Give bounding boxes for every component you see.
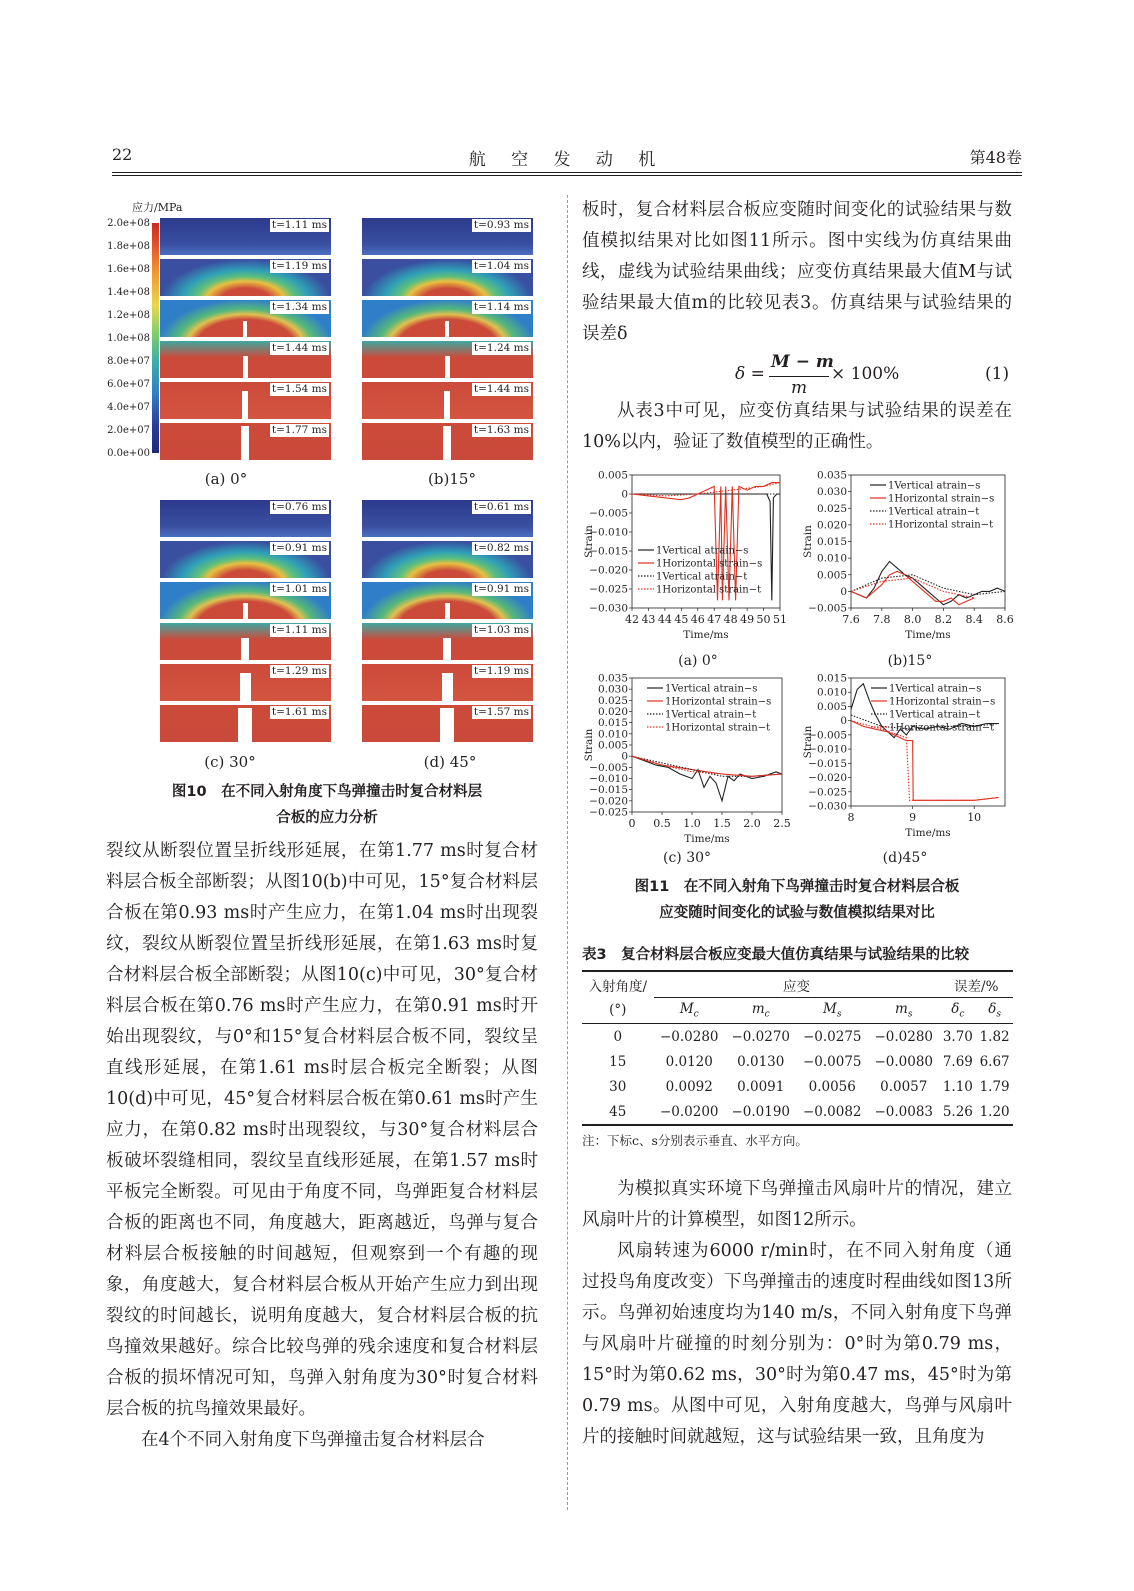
time-label: t=1.29 ms [271, 665, 327, 677]
x-tick-label: 2.0 [743, 817, 761, 830]
x-tick-label: 51 [773, 613, 787, 626]
y-tick-label: 0.020 [816, 519, 847, 532]
stress-frame [160, 582, 331, 619]
stress-frame [362, 382, 533, 419]
table-subhead: $m_s$ [868, 998, 940, 1024]
colorbar-tick-label: 1.8e+08 [107, 241, 150, 252]
stress-frame [362, 623, 533, 660]
table-cell: 5.26 [940, 1099, 977, 1125]
stress-frame [160, 664, 331, 701]
left-paragraph-1: 裂纹从断裂位置呈折线形延展，在第1.77 ms时复合材料层合板全部断裂；从图10(b)中可见，15°复合材料层合板在第0.93 ms时产生应力，在第1.04 ms时出现裂纹，裂纹从断裂位置呈折线形延展，在第1.63 ms时复合材料层合板全部断裂；从图10(c)中可见，30°复合材料层合板在第0.76 ms时产生应力，在第0.91 ms时开始出现裂纹，与0°和15°复合材料层合板不同，裂纹呈直线形延展，在第1.61 ms时层合板完全断裂；从图10(d)中可见，45°复合材料层合板在第0.61 ms时产生应力，在第0.82 ms时出现裂纹，与30°复合材料层合板破坏裂缝相同，裂纹呈直线形延展，在第1.57 ms时平板完全断裂。可见由于角度不同，鸟弹距复合材料层合板的距离也不同，角度越大，距离越近，鸟弹与复合材料层合板接触的时间越短，但观察到一个有趣的现象，角度越大，复合材料层合板从开始产生应力到出现裂纹的时间越长，说明角度越大，复合材料层合板的抗鸟撞效果越好。综合比较鸟弹的残余速度和复合材料层合板的损坏情况可知，鸟弹入射角度为30°时复合材料层合板的抗鸟撞效果最好。 [106, 841, 538, 1419]
y-tick-label: 0 [840, 715, 847, 728]
time-label: t=1.04 ms [473, 260, 529, 272]
table-head-angle: 入射角度/ [582, 971, 654, 998]
fig10-caption-line2: 合板的应力分析 [276, 810, 378, 826]
crack [243, 321, 247, 337]
y-tick-label: −0.005 [808, 729, 847, 742]
y-tick-label: −0.005 [589, 761, 628, 774]
legend-label: 1Horizontal strain−t [656, 584, 762, 596]
y-tick-label: −0.005 [589, 507, 628, 520]
right-paragraph-1: 板时，复合材料层合板应变随时间变化的试验结果与数值模拟结果对比如图11所示。图中实线为仿真结果曲线，虚线为试验结果曲线；应变仿真结果最大值M与试验结果最大值m的比较见表3。仿真结果与试验结果的误差δ [582, 200, 1012, 344]
time-label: t=1.24 ms [473, 342, 529, 354]
x-tick-label: 42 [625, 613, 639, 626]
time-label: t=1.19 ms [473, 665, 529, 677]
colorbar-tick-label: 6.0e+07 [107, 379, 150, 390]
stress-frame [160, 423, 331, 460]
table-head-angle-unit: (°) [582, 998, 654, 1024]
x-tick-label: 47 [707, 613, 722, 626]
x-tick-label: 2.5 [773, 817, 791, 830]
table3-note: 注：下标c、s分别表示垂直、水平方向。 [582, 1133, 808, 1148]
table-subhead: $M_c$ [654, 998, 726, 1024]
time-label: t=1.34 ms [271, 301, 327, 313]
time-label: t=0.82 ms [473, 542, 529, 554]
x-tick-label: 44 [657, 613, 672, 626]
table-cell: −0.0082 [797, 1099, 869, 1125]
stress-frame [362, 218, 533, 255]
stress-frame [160, 259, 331, 296]
stress-frame [362, 582, 533, 619]
y-tick-label: 0.005 [597, 469, 628, 482]
stress-frame [362, 541, 533, 578]
fig11-caption-line2: 应变随时间变化的试验与数值模拟结果对比 [659, 905, 935, 921]
equation-lhs: δ = [735, 364, 765, 384]
x-tick-label: 8.6 [996, 613, 1014, 626]
x-tick-label: 8.0 [903, 613, 922, 626]
series-line [851, 571, 974, 604]
colorbar-tick-label: 8.0e+07 [107, 356, 150, 367]
table-cell: 0.0056 [808, 1078, 856, 1095]
time-label: t=1.44 ms [271, 342, 327, 354]
table-cell: 15 [609, 1053, 627, 1070]
header-rule [112, 172, 1022, 173]
stress-frame [362, 259, 533, 296]
y-tick-label: 0.015 [597, 717, 628, 730]
y-tick-label: 0.010 [816, 552, 847, 565]
table-cell: 0.0092 [665, 1078, 713, 1095]
y-tick-label: −0.025 [808, 786, 847, 799]
table3 [582, 970, 1013, 1126]
running-header [112, 145, 1022, 171]
x-tick-label: 43 [641, 613, 656, 626]
legend-label: 1Vertical atrain−s [656, 545, 749, 557]
crack [440, 708, 454, 742]
table-cell: 1.10 [942, 1078, 973, 1095]
y-axis-label: Strain [802, 525, 814, 558]
crack [443, 638, 451, 660]
table-cell: 1.82 [979, 1028, 1010, 1045]
x-tick-label: 7.6 [842, 613, 860, 626]
table-cell: 1.79 [979, 1078, 1010, 1095]
y-tick-label: 0.015 [816, 536, 847, 548]
table-row [582, 1099, 1013, 1125]
table-subhead: $M_s$ [797, 998, 869, 1024]
stress-colorbar [152, 223, 159, 453]
legend-label: 1Vertical atrain−t [889, 709, 981, 721]
time-label: t=0.91 ms [473, 583, 529, 595]
series-line [632, 756, 782, 776]
subfigure-label: (c) 30° [662, 850, 712, 866]
colorbar-tick-label: 0.0e+00 [107, 448, 150, 459]
time-label: t=1.63 ms [473, 424, 529, 436]
x-tick-label: 0.5 [653, 817, 671, 830]
y-axis-label: Strain [583, 525, 595, 558]
y-tick-label: 0.035 [597, 672, 628, 685]
equation-number: (1) [985, 364, 1010, 384]
y-tick-label: 0 [840, 585, 847, 598]
y-tick-label: 0.015 [816, 672, 847, 685]
fig10-colorbar-title: 应力/MPa [132, 201, 183, 214]
table-cell: −0.0080 [874, 1053, 934, 1070]
x-axis-label: Time/ms [905, 827, 951, 839]
table-cell: 30 [609, 1078, 627, 1095]
colorbar-tick-label: 1.2e+08 [107, 310, 150, 321]
y-tick-label: 0 [621, 488, 628, 501]
y-tick-label: 0.025 [597, 694, 628, 707]
table-cell: 45 [582, 1099, 654, 1125]
table-cell: 0 [613, 1028, 623, 1045]
table-cell: −0.0280 [659, 1028, 719, 1045]
table-cell: −0.0280 [874, 1028, 934, 1045]
journal-title: 航 空 发 动 机 [468, 150, 666, 170]
legend-label: 1Vertical atrain−s [888, 480, 981, 492]
legend-label: 1Vertical atrain−t [656, 571, 748, 583]
stress-frame [362, 341, 533, 378]
right-paragraph-2: 从表3中可见，应变仿真结果与试验结果的误差在10%以内，验证了数值模型的正确性。 [582, 401, 1012, 452]
y-tick-label: 0.005 [597, 739, 628, 752]
stress-frame [362, 300, 533, 337]
table-head-strain: 应变 [654, 971, 940, 998]
x-axis-label: Time/ms [905, 629, 951, 641]
y-tick-label: −0.010 [589, 773, 628, 785]
table-row [582, 1049, 1013, 1074]
x-axis-label: Time/ms [683, 629, 729, 641]
left-body [106, 836, 538, 1456]
time-label: t=1.61 ms [271, 706, 327, 718]
crack [442, 673, 453, 701]
fig10-sub-b: (b)15° [428, 470, 476, 488]
legend-label: 1Horizontal strain−t [665, 722, 771, 734]
time-label: t=1.77 ms [271, 424, 327, 436]
table-cell: 1.20 [976, 1099, 1013, 1125]
x-tick-label: 46 [690, 613, 705, 626]
stress-frame [160, 218, 331, 255]
time-label: t=1.19 ms [271, 260, 327, 272]
table-head-error: 误差/% [940, 971, 1014, 998]
colorbar-tick-label: 1.4e+08 [107, 287, 150, 298]
x-tick-label: 49 [740, 613, 755, 626]
page-number: 22 [112, 145, 133, 164]
table-row [582, 1074, 1013, 1099]
stress-frame [362, 705, 533, 742]
right-body-3 [582, 1174, 1012, 1453]
y-tick-label: −0.030 [589, 602, 628, 615]
fig11-charts [575, 460, 1025, 880]
legend-label: 1Horizontal strain−s [665, 696, 772, 708]
y-tick-label: 0.030 [816, 486, 847, 499]
y-tick-label: 0.010 [816, 686, 847, 699]
right-paragraph-3: 为模拟真实环境下鸟弹撞击风扇叶片的情况，建立风扇叶片的计算模型，如图12所示。 [582, 1179, 1012, 1230]
crack [243, 603, 248, 619]
volume-number: 第48卷 [969, 148, 1022, 167]
stress-frame [362, 664, 533, 701]
x-tick-label: 7.8 [873, 613, 891, 626]
time-label: t=1.54 ms [271, 383, 327, 395]
x-tick-label: 48 [723, 613, 738, 626]
table-cell: −0.0083 [868, 1099, 940, 1125]
time-label: t=1.44 ms [473, 383, 529, 395]
fig10-sub-d: (d) 45° [423, 753, 477, 771]
colorbar-tick-label: 4.0e+07 [107, 402, 150, 413]
time-label: t=0.61 ms [473, 501, 529, 513]
y-tick-label: 0.025 [816, 502, 847, 515]
y-tick-label: −0.030 [808, 800, 847, 813]
right-body-2 [582, 396, 1012, 458]
colorbar-tick-label: 1.6e+08 [107, 264, 150, 275]
stress-frame [160, 300, 331, 337]
equation-fraction-bar [769, 376, 829, 377]
time-label: t=0.91 ms [271, 542, 327, 554]
legend-label: 1Horizontal strain−s [889, 696, 996, 708]
fig10-caption [112, 779, 542, 831]
subfigure-label: (b)15° [887, 653, 933, 669]
crack [240, 673, 251, 701]
stress-frame [160, 382, 331, 419]
x-tick-label: 8 [847, 811, 855, 824]
right-body-1 [582, 195, 1012, 350]
stress-frame [362, 423, 533, 460]
crack [242, 391, 249, 419]
subfigure-label: (d)45° [882, 850, 928, 866]
crack [443, 426, 451, 460]
x-tick-label: 50 [756, 613, 771, 626]
time-label: t=1.57 ms [473, 706, 529, 718]
stress-frame [160, 623, 331, 660]
table-cell: 0.0057 [880, 1078, 928, 1095]
column-divider [567, 195, 568, 1510]
x-tick-label: 8.2 [934, 613, 953, 626]
header-rule-2 [112, 175, 1022, 176]
x-tick-label: 45 [674, 613, 689, 626]
table3-title: 表3 复合材料层合板应变最大值仿真结果与试验结果的比较 [582, 947, 970, 963]
legend-label: 1Vertical atrain−s [665, 683, 758, 695]
legend-label: 1Vertical atrain−t [888, 506, 980, 518]
subfigure-label: (a) 0° [678, 653, 718, 669]
time-label: t=1.11 ms [271, 624, 327, 636]
legend-label: 1Horizontal strain−t [888, 519, 994, 531]
y-tick-label: −0.010 [589, 526, 628, 539]
y-tick-label: 0.005 [816, 569, 847, 582]
table-cell: 7.69 [942, 1053, 973, 1070]
table-cell: 6.67 [979, 1053, 1010, 1070]
x-tick-label: 10 [967, 811, 982, 824]
time-label: t=0.93 ms [473, 219, 529, 231]
stress-frame [160, 500, 331, 537]
y-tick-label: 0.035 [816, 469, 847, 482]
x-tick-label: 0 [628, 817, 636, 830]
stress-panel [160, 500, 331, 746]
legend-label: 1Vertical atrain−s [889, 683, 982, 695]
fig10-sub-a: (a) 0° [204, 470, 248, 488]
crack [445, 356, 450, 378]
legend-label: 1Horizontal strain−s [888, 493, 995, 505]
table3-body [582, 1024, 1013, 1126]
y-tick-label: −0.015 [589, 545, 628, 558]
table-cell: −0.0270 [731, 1028, 791, 1045]
table-cell: −0.0190 [725, 1099, 797, 1125]
y-tick-label: 0.010 [597, 728, 628, 741]
fig10-caption-line1: 图10 在不同入射角度下鸟弹撞击时复合材料层 [171, 784, 483, 800]
table-cell: −0.0200 [654, 1099, 726, 1125]
table-subhead: $\delta_c$ [940, 998, 977, 1024]
equation-denominator: m [790, 378, 808, 398]
legend-label: 1Horizontal strain−t [889, 722, 995, 734]
x-tick-label: 9 [909, 811, 917, 824]
y-tick-label: −0.005 [808, 602, 847, 615]
y-axis-label: Strain [583, 728, 595, 762]
legend-label: 1Vertical atrain−t [665, 709, 757, 721]
colorbar-tick-label: 1.0e+08 [107, 333, 150, 344]
x-axis-label: Time/ms [684, 833, 730, 845]
fig11-caption [582, 874, 1012, 926]
colorbar-tick-label: 2.0e+07 [107, 425, 150, 436]
table-cell: 0.0091 [737, 1078, 785, 1095]
crack [241, 426, 249, 460]
y-tick-label: 0.005 [816, 700, 847, 713]
stress-frame [160, 541, 331, 578]
colorbar-tick-label: 2.0e+08 [107, 218, 150, 229]
y-tick-label: −0.015 [808, 757, 847, 770]
crack [444, 391, 451, 419]
time-label: t=0.76 ms [271, 501, 327, 513]
y-tick-label: 0.030 [597, 683, 628, 696]
stress-frame [160, 341, 331, 378]
table-cell: −0.0275 [802, 1028, 862, 1045]
crack [445, 603, 450, 619]
table-row [582, 1024, 1013, 1050]
time-label: t=1.03 ms [473, 624, 529, 636]
y-tick-label: −0.015 [589, 784, 628, 797]
series-line [632, 756, 782, 776]
stress-panel [160, 218, 331, 464]
y-tick-label: −0.025 [589, 806, 628, 819]
series-line [632, 756, 782, 776]
crack [445, 321, 449, 337]
stress-panel [362, 218, 533, 464]
legend-label: 1Horizontal strain−s [656, 558, 763, 570]
y-tick-label: −0.020 [589, 564, 628, 577]
crack [241, 638, 249, 660]
table-subhead: $m_c$ [725, 998, 797, 1024]
table-subhead: $\delta_s$ [976, 998, 1013, 1024]
y-tick-label: −0.010 [808, 743, 847, 756]
right-paragraph-4: 风扇转速为6000 r/min时，在不同入射角度（通过投鸟角度改变）下鸟弹撞击的速度时程曲线如图13所示。鸟弹初始速度均为140 m/s，不同入射角度下鸟弹与风扇叶片碰撞的时刻分别为：0°时为第0.79 ms，15°时为第0.62 ms，30°时为第0.47 ms，45°时为第0.79 ms。从图中可见，入射角度越大，鸟弹与风扇叶片的接触时间就越短，这与试验结果一致，且角度为 [582, 1241, 1012, 1447]
y-tick-label: −0.020 [808, 772, 847, 785]
y-tick-label: 0.020 [597, 706, 628, 718]
y-tick-label: −0.020 [589, 795, 628, 808]
y-axis-label: Strain [802, 725, 814, 759]
x-tick-label: 1.0 [683, 817, 701, 830]
table-cell: −0.0075 [802, 1053, 862, 1070]
x-tick-label: 8.4 [965, 613, 983, 626]
y-tick-label: 0 [621, 750, 628, 763]
crack [238, 708, 252, 742]
table-cell: 0.0130 [737, 1053, 785, 1070]
series-line [851, 562, 1005, 605]
crack [243, 356, 248, 378]
fig10-sub-c: (c) 30° [204, 753, 256, 771]
time-label: t=1.01 ms [271, 583, 327, 595]
equation-numerator: M − m [771, 352, 834, 372]
fig11-caption-line1: 图11 在不同入射角下鸟弹撞击时复合材料层合板 [634, 879, 960, 895]
left-paragraph-2: 在4个不同入射角度下鸟弹撞击复合材料层合 [141, 1430, 485, 1450]
x-tick-label: 1.5 [713, 817, 731, 830]
stress-frame [160, 705, 331, 742]
table-cell: 0.0120 [665, 1053, 713, 1070]
equation-rhs: × 100% [831, 364, 900, 384]
series-line [632, 483, 780, 601]
table-cell: 3.70 [942, 1028, 973, 1045]
time-label: t=1.14 ms [473, 301, 529, 313]
y-tick-label: −0.025 [589, 583, 628, 596]
time-label: t=1.11 ms [271, 219, 327, 231]
stress-panel [362, 500, 533, 746]
stress-frame [362, 500, 533, 537]
